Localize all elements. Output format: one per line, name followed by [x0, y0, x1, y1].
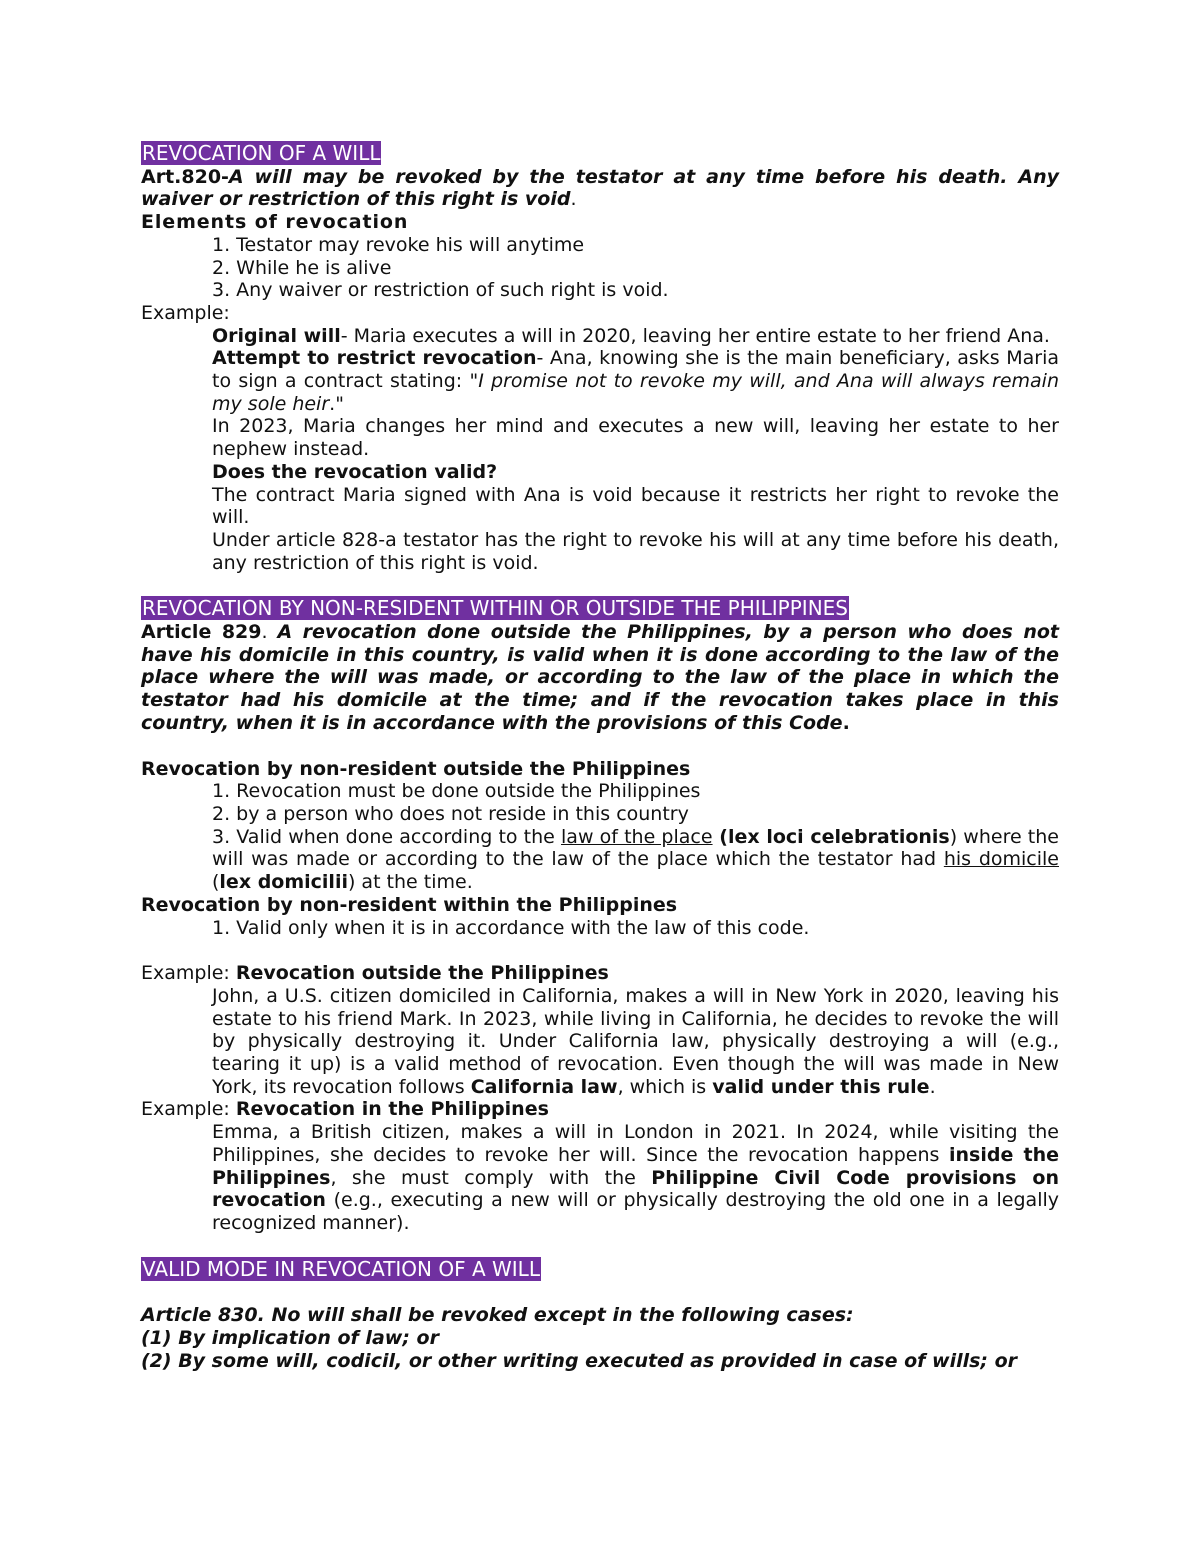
article-830: Article 830. No will shall be revoked except in the following cases:: [141, 1304, 854, 1327]
spacer: [141, 1281, 1059, 1304]
spacer: [141, 1235, 1059, 1258]
list-item: (2) By some will, codicil, or other writing executed as provided in case of wills; or: [141, 1349, 1018, 1372]
list-item: 2. While he is alive: [212, 256, 392, 279]
document-page: [141, 142, 1059, 1372]
spacer: [141, 574, 1059, 597]
example-label: Example:: [141, 301, 230, 324]
outside-title: Revocation by non-resident outside the Philippines: [141, 757, 691, 780]
answer-paragraph: Under article 828-a testator has the right to revoke his will at any time before his death, any restriction of this right is void.: [212, 528, 1059, 574]
example-outside: Example: Revocation outside the Philippines: [141, 962, 609, 985]
list-item: 2. by a person who does not reside in this country: [212, 802, 689, 825]
list-item: 1. Testator may revoke his will anytime: [212, 233, 585, 256]
section-heading-revocation: REVOCATION OF A WILL: [142, 141, 381, 165]
list-item: 1. Valid only when it is in accordance with the law of this code.: [212, 916, 810, 939]
article-829: Article 829. A revocation done outside the Philippines, by a person who does not have his domicile in this country, is valid when it is done according to the law of the place where the will was made, or according to the law of the place in which the testator had his domicile at the time; and if the revocation takes place in this country, when it is in accordance with the provisions of this Code.: [141, 621, 1059, 734]
elements-title: Elements of revocation: [141, 211, 409, 234]
within-title: Revocation by non-resident within the Philippines: [141, 893, 678, 916]
list-item: 3. Valid when done according to the law of the place (lex loci celebrationis) where the will was made or according to the law of the place which the testator had his domicile (lex domicilii) at the time.: [212, 825, 1059, 894]
answer-paragraph: The contract Maria signed with Ana is void because it restricts her right to revoke the will.: [212, 483, 1059, 529]
article-820: Art.820-A will may be revoked by the testator at any time before his death. Any waiver or restriction of this right is void.: [141, 165, 1059, 211]
section-heading-non-resident: REVOCATION BY NON-RESIDENT WITHIN OR OUTSIDE THE PHILIPPINES: [142, 596, 848, 621]
example-inside-text: Emma, a British citizen, makes a will in London in 2021. In 2024, while visiting the Philippines, she decides to revoke her will. Since the revocation happens inside the Philippines, she must comply with the Philippine Civil Code provisions on revocation (e.g., executing a new will or physically destroying the old one in a legally recognized manner).: [212, 1121, 1060, 1234]
list-item: 3. Any waiver or restriction of such right is void.: [212, 279, 669, 302]
attempt-paragraph: Attempt to restrict revocation- Ana, knowing she is the main beneficiary, asks Maria to sign a contract stating: "I promise not to revoke my will, and Ana will always remain my sole heir.": [212, 347, 1059, 415]
list-item: (1) By implication of law; or: [141, 1327, 439, 1350]
change-paragraph: In 2023, Maria changes her mind and executes a new will, leaving her estate to her nephew instead.: [212, 415, 1059, 461]
example-inside: Example: Revocation in the Philippines: [141, 1098, 549, 1121]
example-outside-text: John, a U.S. citizen domiciled in California, makes a will in New York in 2020, leaving his estate to his friend Mark. In 2023, while living in California, he decides to revoke the will by physically destroying it. Under California law, physically destroying a will (e.g., tearing it up) is a valid method of revocation. Even though the will was made in New York, its revocation follows California law, which is valid under this rule.: [212, 984, 1059, 1098]
section-heading-valid-mode: VALID MODE IN REVOCATION OF A WILL: [142, 1256, 540, 1281]
original-will-paragraph: Original will- Maria executes a will in 2020, leaving her entire estate to her friend Ana.: [212, 324, 1050, 347]
list-item: 1. Revocation must be done outside the Philippines: [212, 780, 701, 803]
spacer: [141, 735, 1059, 758]
spacer: [141, 939, 1059, 962]
question: Does the revocation valid?: [212, 460, 498, 483]
